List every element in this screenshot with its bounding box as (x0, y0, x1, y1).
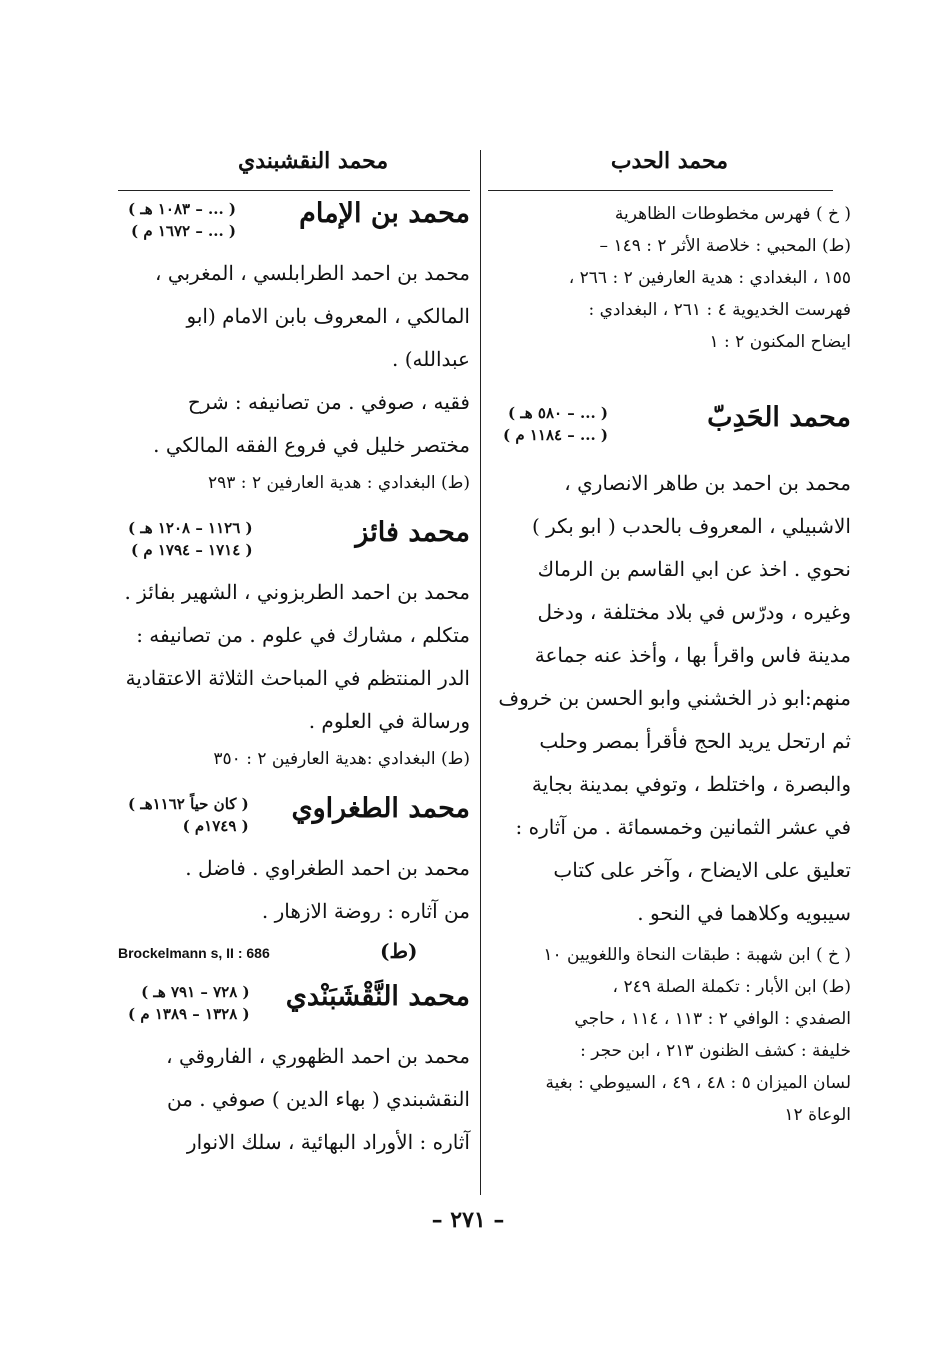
dates-hijri: ( ... – ١٠٨٣ هـ ) (128, 200, 237, 218)
dates-gregorian: ( ... – ١٦٧٢ م ) (131, 222, 237, 240)
entry-name: محمد النَّقْشَبَنْدي (285, 981, 470, 1012)
body-line: تعليق على الايضاح ، وآخر على كتاب (553, 858, 851, 882)
citation-line: الوعاة ١٢ (784, 1105, 851, 1125)
entry-citations (493, 939, 851, 1131)
dates-hijri: ( ... – ٥٨٠ هـ ) (508, 404, 609, 422)
body-line: الاشبيلي ، المعروف بالحدب ( ابو بكر ) (531, 514, 851, 538)
entry-dates (128, 981, 250, 1025)
header-rule-left (118, 190, 470, 191)
entry-al-tughrawi (118, 793, 470, 973)
body-line: الدر المنتظم في المباحث الثلاثة الاعتقادية (125, 666, 470, 690)
citation-line: (ط) المحبي : خلاصة الأثر ٢ : ١٤٩ – (599, 236, 851, 256)
entry-body (118, 1035, 470, 1164)
entry-body (118, 571, 470, 743)
body-line: سيبويه وكلاهما في النحو . (637, 901, 851, 925)
body-line: في عشر الثمانين وخمسمائة . من آثاره : (515, 815, 851, 839)
body-line: محمد بن احمد بن طاهر الانصاري ، (564, 471, 851, 495)
body-line: متكلم ، مشارك في علوم . من تصانيفه : (136, 623, 470, 647)
body-line: فقيه ، صوفي . من تصانيفه : شرح (187, 390, 470, 414)
source-mark: (ط) (380, 939, 418, 963)
body-line: والبصرة ، واختلط ، وتوفي بمدينة بجاية (531, 772, 851, 796)
citation-line: لسان الميزان ٥ : ٤٨ ، ٤٩ ، السيوطي : بغية (545, 1073, 851, 1093)
citation-line: ( خ ) فهرس مخطوطات الظاهرية (614, 204, 851, 224)
entry-muhammad-faiz (118, 517, 470, 775)
dates-gregorian: ( ١٧٤٩م ) (182, 817, 249, 835)
brockelmann-reference (118, 939, 470, 973)
citation-line: ( خ ) ابن شهبة : طبقات النحاة واللغويين ١٠ (543, 945, 851, 965)
body-line: مدينة فاس واقرأ بها ، وأخذ عنه جماعة (534, 643, 851, 667)
entry-name: محمد فائز (355, 517, 470, 548)
entry-body (493, 462, 851, 935)
dates-hijri: ( ١١٢٦ – ١٢٠٨ هـ ) (128, 519, 253, 537)
entry-dates (128, 517, 253, 561)
entry-dates (128, 793, 249, 837)
dates-gregorian: ( ١٣٢٨ – ١٣٨٩ م ) (128, 1005, 250, 1023)
page-number: – ٢٧١ – (431, 1207, 505, 1233)
body-line: محمد بن احمد الطرابلسي ، المغربي ، (155, 261, 470, 285)
entry-heading (118, 517, 470, 571)
body-line: المالكي ، المعروف بابن الامام (ابو عبدالله) . (186, 304, 470, 371)
citation-line: (ط) البغدادي : هدية العارفين ٢ : ٢٩٣ (207, 473, 470, 493)
entry-name: محمد بن الإمام (299, 198, 470, 229)
citation-line: الصفدي : الوافي ٢ : ١١٣ ، ١١٤ ، حاجي (574, 1009, 851, 1029)
entry-heading (493, 402, 851, 456)
body-line: من آثاره : روضة الازهار . (261, 899, 470, 923)
running-header-right: محمد الحدب (610, 148, 728, 174)
citation-line: خليفة : كشف الظنون ٢١٣ ، ابن حجر : (580, 1041, 851, 1061)
entry-muhammad-al-hadib (493, 402, 851, 1131)
entry-body (118, 847, 470, 933)
body-line: محمد بن احمد الطغراوي . فاضل . (185, 856, 470, 880)
body-line: النقشبندي ( بهاء الدين ) صوفي . من (166, 1087, 470, 1111)
body-line: نحوي . اخذ عن ابي القاسم بن الرماك (537, 557, 851, 581)
citation-line: فهرست الخديوية ٤ : ٢٦١ ، البغدادي : (588, 300, 851, 320)
body-line: ورسالة في العلوم . (308, 709, 470, 733)
column-divider (480, 150, 481, 1195)
entry-ibn-al-imam (118, 198, 470, 499)
entry-name: محمد الطغراوي (291, 793, 470, 824)
citation-line: ايضاح المكنون ٢ : ١ (709, 332, 851, 352)
entry-dates (128, 198, 236, 242)
body-line: وغيره ، ودرّس في بلاد مختلفة ، ودخل (537, 600, 851, 624)
body-line: محمد بن احمد الظهوري ، الفاروقي ، (166, 1044, 470, 1068)
citation-line: (ط) ابن الأبار : تكملة الصلة ٢٤٩ ، (612, 977, 851, 997)
running-header-left: محمد النقشبندي (238, 148, 389, 174)
citation-line: (ط) البغدادي :هدية العارفين ٢ : ٣٥٠ (213, 749, 470, 769)
dates-gregorian: ( ... – ١١٨٤ م ) (503, 426, 609, 444)
body-line: مختصر خليل في فروع الفقه المالكي . (153, 433, 470, 457)
citation-line: ١٥٥ ، البغدادي : هدية العارفين ٢ : ٢٦٦ ، (568, 268, 851, 288)
entry-heading (118, 198, 470, 252)
body-line: منهم:ابو ذر الخشني وابو الحسن بن خروف (498, 686, 851, 710)
entry-body (118, 252, 470, 467)
right-column (493, 198, 851, 1131)
dates-hijri: ( كان حياً ١١٦٢هـ ) (128, 795, 249, 813)
entry-dates (503, 402, 608, 446)
body-line: محمد بن احمد الطربزوني ، الشهير بفائز . (124, 580, 470, 604)
dates-hijri: ( ٧٢٨ – ٧٩١ هـ ) (141, 983, 250, 1001)
intro-citations (493, 198, 851, 358)
brockelmann-citation: Brockelmann s, II : 686 (118, 945, 270, 961)
entry-heading (118, 793, 470, 847)
header-rule-right (488, 190, 833, 191)
entry-heading (118, 981, 470, 1035)
left-column (118, 198, 470, 1164)
body-line: ثم ارتحل يريد الحج فأقرأ بمصر وحلب (539, 729, 851, 753)
entry-al-naqshbandi (118, 981, 470, 1164)
body-line: آثاره : الأوراد البهائية ، سلك الانوار (186, 1130, 470, 1154)
dates-gregorian: ( ١٧١٤ – ١٧٩٤ م ) (131, 541, 253, 559)
entry-name: محمد الحَدِبّ (707, 402, 851, 433)
